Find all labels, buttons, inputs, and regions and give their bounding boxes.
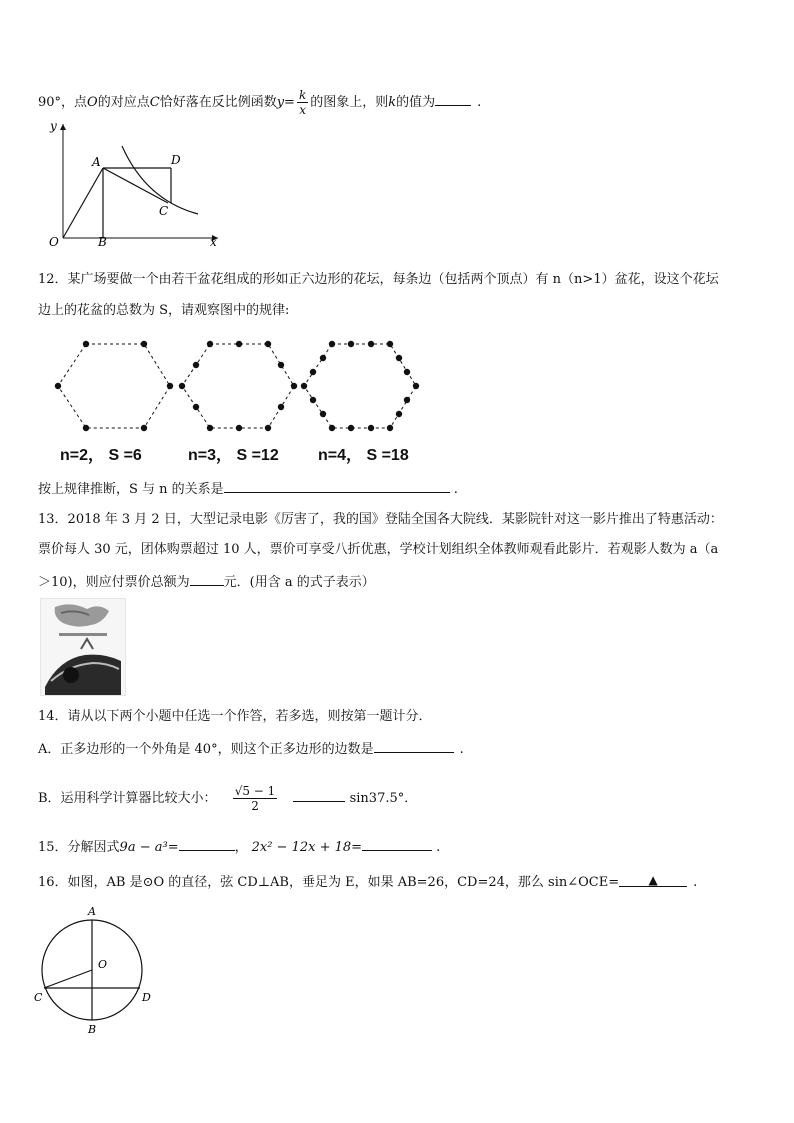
q11-text-mid: 的对应点	[97, 95, 150, 110]
q11-point-c: C	[149, 95, 160, 110]
label-d: D	[171, 153, 181, 167]
q14-b-answer-blank[interactable]	[293, 787, 345, 802]
label-d: D	[142, 991, 151, 1004]
q11-text	[38, 88, 481, 117]
q12-hexagon-figure	[46, 334, 436, 436]
q12-line2: 边上的花盆的总数为 S，请观察图中的规律:	[38, 303, 290, 318]
q13-line3-suffix: 元．(用含 a 的式子表示）	[223, 575, 375, 590]
hexagon-n2-pots	[55, 341, 173, 431]
q14-b-suffix: sin37.5°．	[349, 791, 418, 806]
label-b: B	[88, 1023, 97, 1036]
q12-caption-n4: n=4， S =18	[318, 447, 409, 464]
movie-poster-art	[41, 599, 125, 695]
q11-text-prefix: 90°，点	[38, 95, 88, 110]
label-y: y	[50, 119, 57, 133]
movie-poster-image	[40, 598, 126, 696]
q14-b	[38, 784, 417, 813]
q16-answer-blank[interactable]	[619, 872, 687, 887]
q12-end: .	[453, 482, 458, 497]
hexagon-n3-pots	[179, 341, 297, 431]
q12-line1: 12．某广场要做一个由若干盆花组成的形如正六边形的花坛，每条边（包括两个顶点）有 n（n>1）盆花，设这个花坛	[38, 272, 719, 287]
q15-eq2: =	[351, 840, 363, 855]
q14-a-end: .	[459, 742, 464, 757]
q11-frac-num: k	[298, 88, 307, 102]
q11-y-eq: y=	[276, 95, 295, 110]
q11-figure	[38, 118, 228, 250]
q14-a-text: A．正多边形的一个外角是 40°，则这个正多边形的边数是	[38, 742, 374, 757]
label-a: A	[88, 905, 96, 918]
q12-caption-n3: n=3， S =12	[188, 447, 279, 464]
triangle-icon: ▲	[648, 873, 658, 887]
q15	[38, 836, 440, 858]
q16-text: 16．如图，AB 是⊙O 的直径，弦 CD⊥AB，垂足为 E，如果 AB=26，CD=24，那么 sin∠OCE=	[38, 875, 620, 890]
q13-line3	[38, 571, 375, 593]
q14-b-fraction	[233, 784, 278, 813]
q11-end: .	[477, 95, 482, 110]
q13-line2: 票价每人 30 元，团体购票超过 10 人，票价可享受八折优惠，学校计划组织全体教师观看此影片．若观影人数为 a（a	[38, 542, 719, 557]
hexagon-n2	[58, 344, 170, 428]
hexagon-n4-pots	[301, 341, 419, 431]
q15-answer-blank-1[interactable]	[179, 836, 235, 851]
q13-line1: 13．2018 年 3 月 2 日，大型记录电影《厉害了，我的国》登陆全国各大院线．某影院针对这一影片推出了特惠活动：	[38, 512, 723, 527]
label-c: C	[34, 991, 43, 1004]
segment-oa	[63, 168, 103, 238]
q15-expr1: 9a − a³	[119, 840, 168, 855]
q11-text-suffix: 的值为	[396, 95, 436, 110]
q15-prefix: 15．分解因式	[38, 840, 120, 855]
q11-frac-den: x	[299, 103, 306, 117]
q14-line1: 14．请从以下两个小题中任选一个作答，若多选，则按第一题计分．	[38, 709, 432, 724]
q11-text-mid3: 的图象上，则	[310, 95, 389, 110]
label-c: C	[159, 204, 169, 218]
q15-eq1: =	[167, 840, 179, 855]
q12-caption-n2: n=2， S =6	[60, 447, 142, 464]
q11-fraction	[297, 88, 308, 117]
q15-sep: ，	[234, 840, 248, 855]
q14-a-answer-blank[interactable]	[374, 738, 454, 753]
q14-b-frac-den: 2	[251, 799, 259, 813]
label-b: B	[98, 235, 107, 249]
q15-end: .	[436, 840, 441, 855]
q11-answer-blank[interactable]	[435, 91, 471, 106]
q11-k: k	[388, 95, 397, 110]
q16-end: .	[693, 875, 698, 890]
q11-text-mid2: 恰好落在反比例函数	[159, 95, 277, 110]
q14-b-text: B．运用科学计算器比较大小：	[38, 791, 217, 806]
q16	[38, 872, 697, 893]
label-o: O	[98, 958, 108, 971]
q14-a	[38, 738, 464, 760]
q11-point-o: O	[87, 95, 98, 110]
q12-ask-text: 按上规律推断，S 与 n 的关系是	[38, 482, 224, 497]
q13-line3-prefix: ＞10)，则应付票价总额为	[38, 575, 190, 590]
y-axis-arrow-icon	[60, 124, 66, 130]
label-a: A	[92, 155, 101, 169]
q15-answer-blank-2[interactable]	[362, 836, 432, 851]
segment-oc	[44, 970, 92, 988]
segment-ac	[103, 168, 168, 203]
hexagon-n3	[182, 344, 294, 428]
label-x: x	[210, 235, 217, 249]
q16-circle-figure	[32, 902, 162, 1036]
q12-answer-blank[interactable]	[224, 478, 450, 493]
q14-b-frac-num: √5 − 1	[234, 784, 276, 798]
q12-ask	[38, 478, 458, 500]
q15-expr2: 2x² − 12x + 18	[251, 840, 352, 855]
q13-answer-blank[interactable]	[190, 571, 224, 586]
label-o: O	[49, 235, 59, 249]
